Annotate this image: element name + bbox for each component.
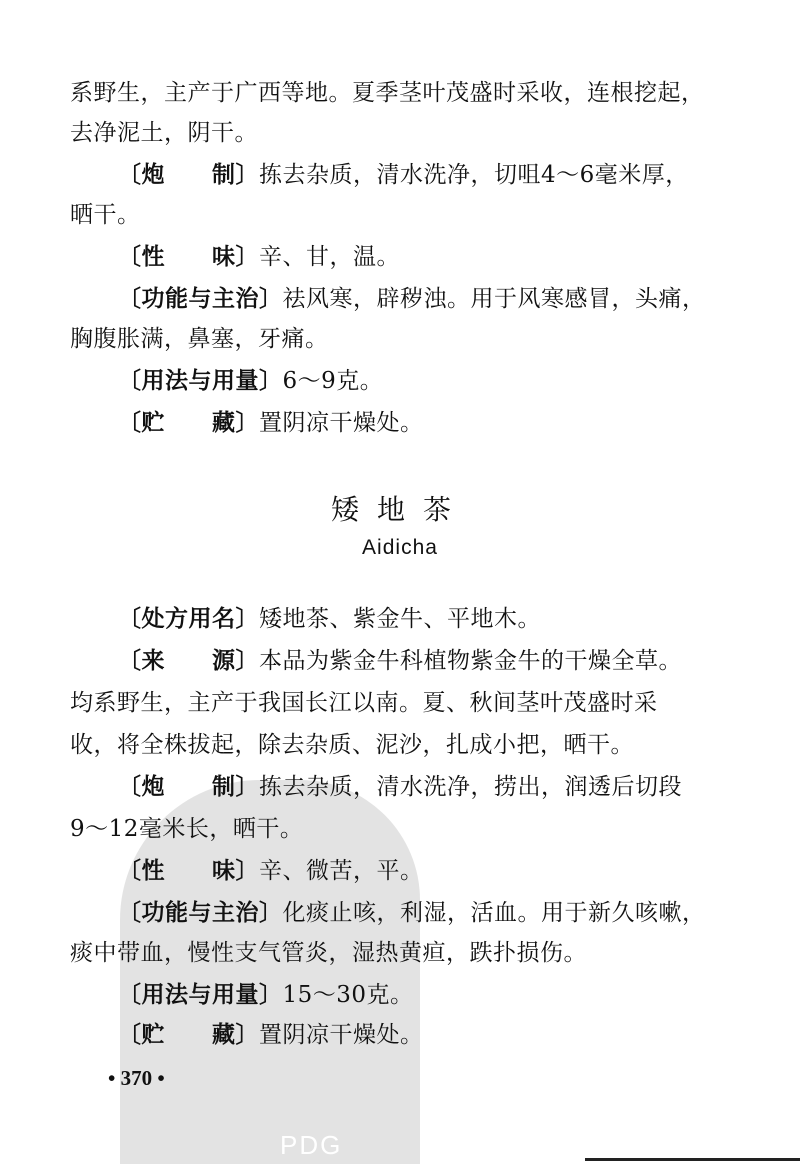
section-text: 本品为紫金牛科植物紫金牛的干燥全草。 <box>259 648 682 674</box>
prescription-section <box>118 604 710 634</box>
section-label: 〔来 源〕 <box>118 648 259 674</box>
function-section <box>118 284 710 314</box>
section-text: 置阴凉干燥处。 <box>259 1022 424 1048</box>
section-text: 拣去杂质，清水洗净，切咀4～6毫米厚， <box>259 162 689 188</box>
section-text: 矮地茶、紫金牛、平地木。 <box>259 606 541 632</box>
section-text: 6～9克。 <box>282 368 384 394</box>
processing-section <box>118 160 710 190</box>
section-label: 〔用法与用量〕 <box>118 982 283 1008</box>
dosage-section <box>118 980 710 1010</box>
section-text: 15～30克。 <box>282 982 414 1008</box>
bottom-rule <box>585 1158 800 1161</box>
section-label: 〔贮 藏〕 <box>118 1022 259 1048</box>
paragraph-line: 去净泥土，阴干。 <box>70 120 258 146</box>
function-section <box>118 898 710 928</box>
section-label: 〔功能与主治〕 <box>118 900 283 926</box>
section-label: 〔用法与用量〕 <box>118 368 283 394</box>
source-section <box>118 646 710 676</box>
section-label: 〔处方用名〕 <box>118 606 259 632</box>
section-label: 〔功能与主治〕 <box>118 286 283 312</box>
section-text: 置阴凉干燥处。 <box>259 410 424 436</box>
paragraph-line: 9～12毫米长，晒干。 <box>70 816 304 842</box>
storage-section <box>118 408 710 438</box>
paragraph-line: 晒干。 <box>70 202 141 228</box>
paragraph-line: 系野生，主产于广西等地。夏季茎叶茂盛时采收，连根挖起， <box>70 80 705 106</box>
dosage-section <box>118 366 710 396</box>
section-text: 祛风寒，辟秽浊。用于风寒感冒，头痛， <box>282 286 706 312</box>
processing-section <box>118 772 710 802</box>
paragraph-line: 胸腹胀满，鼻塞，牙痛。 <box>70 326 329 352</box>
watermark-label: PDG <box>280 1130 343 1160</box>
section-text: 拣去杂质，清水洗净，捞出，润透后切段 <box>259 774 682 800</box>
section-text: 化痰止咳，利湿，活血。用于新久咳嗽， <box>282 900 706 926</box>
nature-section <box>118 242 710 272</box>
entry-title: 矮地茶 <box>330 493 469 526</box>
section-label: 〔性 味〕 <box>118 858 259 884</box>
nature-section <box>118 856 710 886</box>
paragraph-line: 收，将全株拔起，除去杂质、泥沙，扎成小把，晒干。 <box>70 732 634 758</box>
page-number: • 370 • <box>108 1066 165 1090</box>
entry-pinyin: Aidicha <box>362 536 438 559</box>
storage-section <box>118 1020 710 1050</box>
section-text: 辛、微苦，平。 <box>259 858 424 884</box>
paragraph-line: 痰中带血，慢性支气管炎，湿热黄疸，跌扑损伤。 <box>70 940 587 966</box>
section-label: 〔性 味〕 <box>118 244 259 270</box>
section-label: 〔炮 制〕 <box>118 162 259 188</box>
section-text: 辛、甘，温。 <box>259 244 400 270</box>
section-label: 〔贮 藏〕 <box>118 410 259 436</box>
paragraph-line: 均系野生，主产于我国长江以南。夏、秋间茎叶茂盛时采 <box>70 690 658 716</box>
section-label: 〔炮 制〕 <box>118 774 259 800</box>
